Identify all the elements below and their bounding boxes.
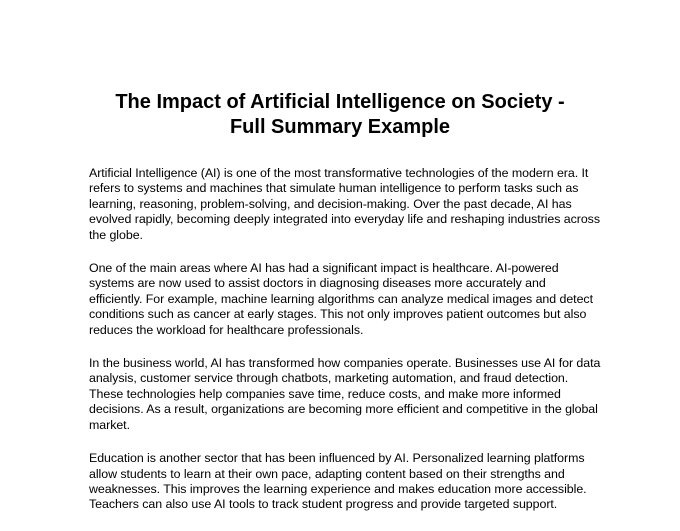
document-title-line-1: The Impact of Artificial Intelligence on Society - xyxy=(115,91,565,113)
document-title-line-2: Full Summary Example xyxy=(229,116,451,138)
document-title xyxy=(60,90,620,140)
paragraph-healthcare: One of the main areas where AI has had a significant impact is healthcare. AI-powered systems are now used to assist doctors in diagnosing diseases more accurately and efficiently. For example, machine learning algorithms can analyze medical images and detect conditions such as cancer at early stages. This not only improves patient outcomes but also reduces the workload for healthcare professionals. xyxy=(89,261,593,337)
document-body xyxy=(89,166,601,531)
paragraph-introduction: Artificial Intelligence (AI) is one of the most transformative technologies of the modern era. It refers to systems and machines that simulate human intelligence to perform tasks such as learning, reasoning, problem-solving, and decision-making. Over the past decade, AI has evolved rapidly, becoming deeply integrated into everyday life and reshaping industries across the globe. xyxy=(89,166,600,242)
paragraph-education: Education is another sector that has been influenced by AI. Personalized learning platforms allow students to learn at their own pace, adapting content based on their strengths and weaknesses. This improves the learning experience and makes education more accessible. Teachers can also use AI tools to track student progress and provide targeted support. xyxy=(89,451,587,512)
paragraph-business: In the business world, AI has transformed how companies operate. Businesses use AI for data analysis, customer service through chatbots, marketing automation, and fraud detection. These technologies help companies save time, reduce costs, and make more informed decisions. As a result, organizations are becoming more efficient and competitive in the global market. xyxy=(89,356,601,432)
